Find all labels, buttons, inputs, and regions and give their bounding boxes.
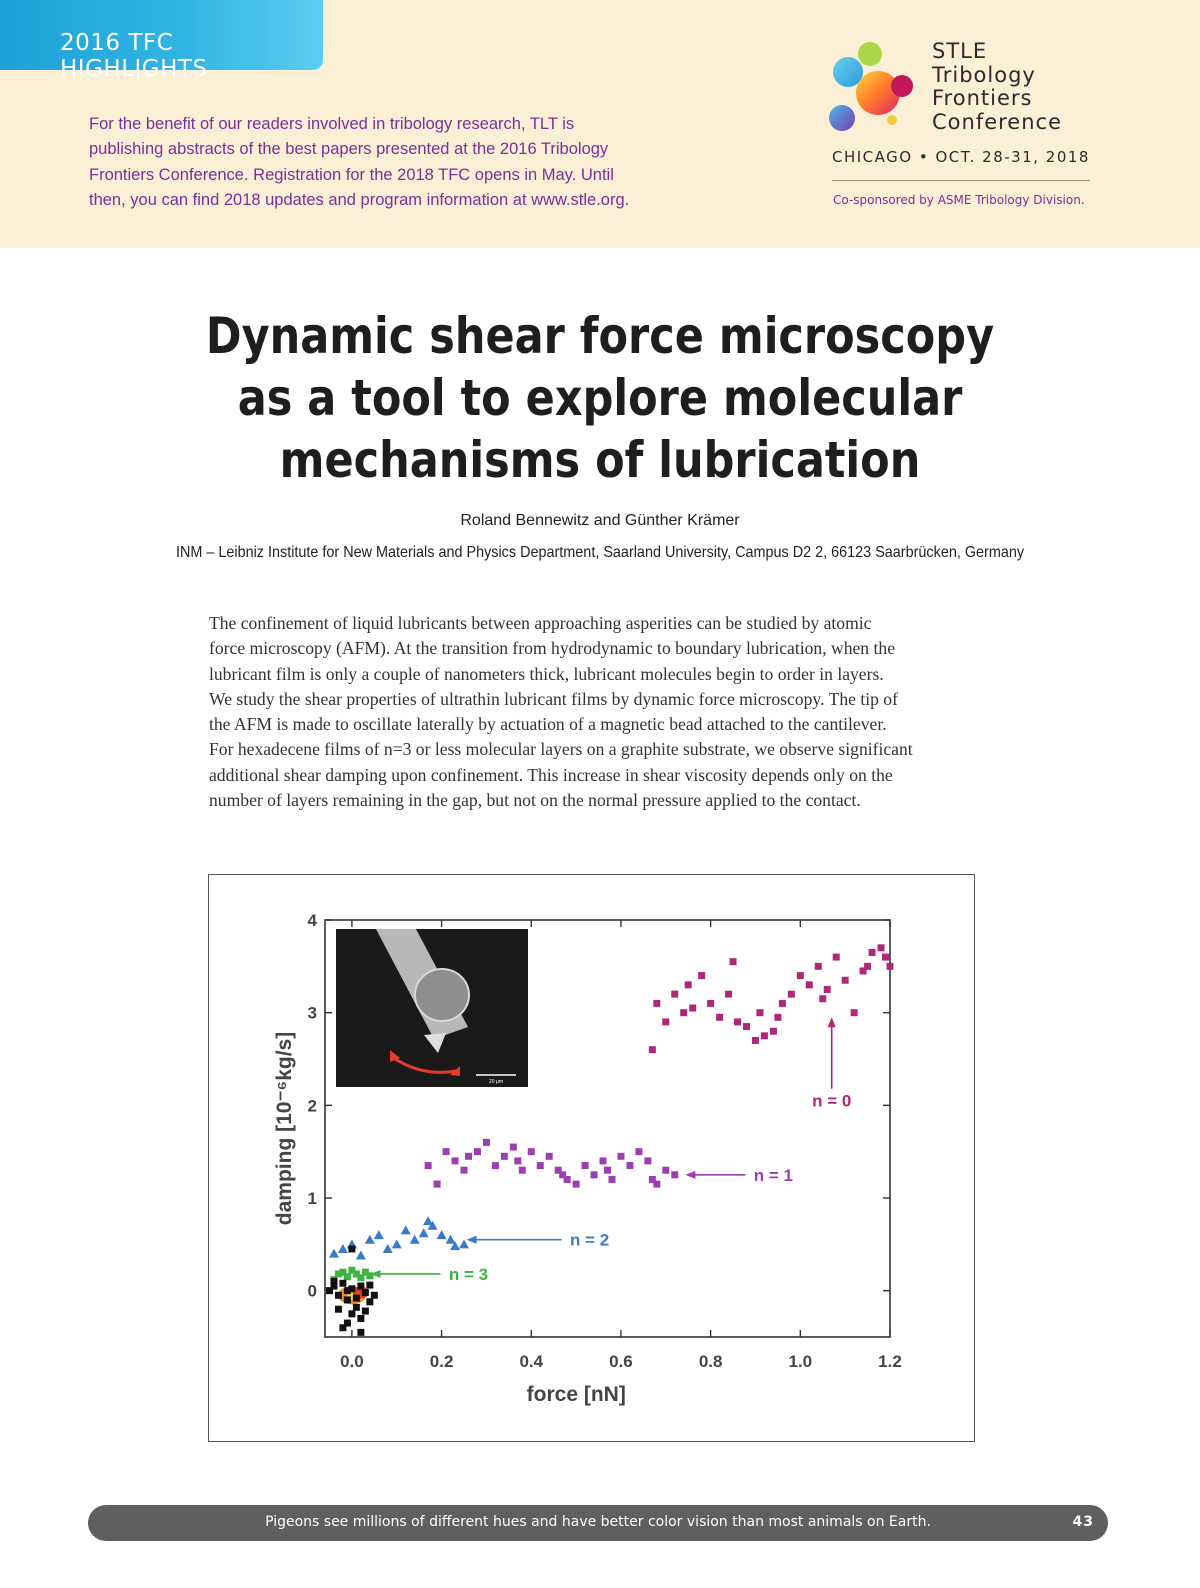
title-line: mechanisms of lubrication bbox=[279, 431, 921, 489]
data-point bbox=[788, 991, 795, 998]
data-point bbox=[635, 1148, 642, 1155]
data-point bbox=[366, 1282, 373, 1289]
data-point bbox=[546, 1153, 553, 1160]
data-point bbox=[600, 1157, 607, 1164]
data-point bbox=[519, 1167, 526, 1174]
data-point bbox=[698, 972, 705, 979]
conference-name-line: Frontiers bbox=[932, 86, 1033, 110]
data-point bbox=[815, 963, 822, 970]
data-point bbox=[461, 1167, 468, 1174]
data-point bbox=[374, 1230, 384, 1239]
data-point bbox=[869, 949, 876, 956]
data-point bbox=[824, 986, 831, 993]
data-point bbox=[353, 1295, 360, 1302]
y-tick-label: 1 bbox=[307, 1189, 317, 1208]
y-tick-label: 0 bbox=[307, 1281, 317, 1301]
y-tick-label: 4 bbox=[307, 911, 317, 930]
x-axis-label: force [nN] bbox=[526, 1383, 626, 1406]
data-point bbox=[338, 1244, 348, 1253]
x-tick-label: 0.0 bbox=[340, 1352, 364, 1371]
data-point bbox=[443, 1148, 450, 1155]
abstract-line: number of layers remaining in the gap, but not on the normal pressure applied to the contact. bbox=[209, 790, 861, 811]
data-point bbox=[649, 1046, 656, 1053]
highlights-tab bbox=[0, 0, 323, 82]
divider bbox=[832, 180, 1090, 181]
data-point bbox=[383, 1244, 393, 1253]
conference-name-line: Conference bbox=[932, 109, 1063, 134]
data-point bbox=[564, 1176, 571, 1183]
data-point bbox=[452, 1157, 459, 1164]
abstract-line: force microscopy (AFM). At the transition from hydrodynamic to boundary lubrication, when the bbox=[209, 638, 896, 659]
data-point bbox=[582, 1162, 589, 1169]
intro-line: Frontiers Conference. Registration for the 2018 TFC opens in May. Until bbox=[89, 165, 614, 184]
data-point bbox=[734, 1018, 741, 1025]
series-label: n = 0 bbox=[812, 1091, 852, 1111]
data-point bbox=[353, 1304, 360, 1311]
data-point bbox=[348, 1310, 355, 1317]
data-point bbox=[459, 1239, 469, 1248]
abstract-line: We study the shear properties of ultrathin lubricant films by dynamic force microscopy. The tip of bbox=[209, 688, 898, 709]
data-point bbox=[653, 1000, 660, 1007]
data-point bbox=[365, 1235, 375, 1244]
data-point bbox=[366, 1298, 373, 1305]
abstract-line: additional shear damping upon confinement. This increase in shear viscosity depends only on the bbox=[209, 764, 893, 785]
series-label: n = 3 bbox=[448, 1264, 489, 1284]
data-point bbox=[779, 1000, 786, 1007]
data-point bbox=[348, 1245, 355, 1252]
data-point bbox=[774, 1014, 781, 1021]
y-tick-label: 3 bbox=[307, 1003, 317, 1023]
x-tick-label: 0.2 bbox=[429, 1352, 454, 1371]
header-band bbox=[0, 0, 1200, 248]
data-point bbox=[392, 1239, 402, 1248]
data-point bbox=[446, 1235, 456, 1244]
footer-fact: Pigeons see millions of different hues and have better color vision than most animals on Earth. bbox=[265, 1514, 931, 1530]
data-point bbox=[797, 972, 804, 979]
x-tick-label: 0.4 bbox=[519, 1352, 544, 1371]
data-point bbox=[425, 1162, 432, 1169]
data-point bbox=[371, 1292, 378, 1299]
series-arrowhead bbox=[828, 1017, 836, 1027]
data-point bbox=[510, 1144, 517, 1151]
y-tick-label: 2 bbox=[307, 1096, 317, 1116]
authors: Roland Bennewitz and Günther Krämer bbox=[460, 512, 740, 529]
conference-name-line: STLE bbox=[932, 39, 988, 63]
data-point bbox=[653, 1181, 660, 1188]
magnetic-bead bbox=[415, 969, 469, 1021]
y-axis-label: damping [10⁻⁶kg/s] bbox=[273, 1031, 296, 1226]
data-point bbox=[335, 1306, 342, 1313]
series-arrowhead bbox=[467, 1236, 477, 1244]
data-point bbox=[608, 1176, 615, 1183]
data-point bbox=[662, 1167, 669, 1174]
data-point bbox=[680, 1009, 687, 1016]
data-point bbox=[752, 1037, 759, 1044]
data-point bbox=[329, 1249, 339, 1258]
data-point bbox=[537, 1162, 544, 1169]
data-point bbox=[330, 1278, 337, 1285]
abstract-line: For hexadecene films of n=3 or less molecular layers on a graphite substrate, we observe significant bbox=[209, 739, 913, 760]
data-point bbox=[882, 954, 889, 961]
data-point bbox=[344, 1287, 351, 1294]
data-point bbox=[851, 1009, 858, 1016]
title-line: Dynamic shear force microscopy bbox=[205, 307, 995, 365]
abstract-line: lubricant film is only a couple of nanometers thick, lubricant molecules begin to order in layers. bbox=[209, 663, 884, 684]
data-point bbox=[362, 1308, 369, 1315]
conference-name bbox=[932, 40, 1062, 134]
data-point bbox=[864, 963, 871, 970]
data-point bbox=[689, 1005, 696, 1012]
data-point bbox=[357, 1329, 364, 1336]
data-point bbox=[707, 1000, 714, 1007]
data-point bbox=[514, 1157, 521, 1164]
data-point bbox=[437, 1230, 447, 1239]
abstract-line: The confinement of liquid lubricants between approaching asperities can be studied by atomic bbox=[209, 613, 872, 633]
data-point bbox=[685, 981, 692, 988]
data-point bbox=[730, 958, 737, 965]
highlights-label: 2016 TFC HIGHLIGHTS bbox=[60, 30, 208, 82]
data-point bbox=[362, 1289, 369, 1296]
data-point bbox=[492, 1162, 499, 1169]
data-point bbox=[806, 981, 813, 988]
data-point bbox=[716, 1014, 723, 1021]
data-point bbox=[725, 991, 732, 998]
data-point bbox=[671, 991, 678, 998]
data-point bbox=[671, 1171, 678, 1178]
abstract-line: the AFM is made to oscillate laterally by actuation of a magnetic bead attached to the cantilever. bbox=[209, 714, 887, 735]
article-title bbox=[170, 305, 1030, 491]
intro-paragraph bbox=[89, 112, 649, 213]
data-point bbox=[833, 954, 840, 961]
x-tick-label: 0.8 bbox=[698, 1352, 723, 1371]
data-point bbox=[410, 1235, 420, 1244]
data-point bbox=[344, 1273, 351, 1280]
data-point bbox=[604, 1167, 611, 1174]
data-point bbox=[761, 1032, 768, 1039]
data-point bbox=[770, 1028, 777, 1035]
data-point bbox=[474, 1148, 481, 1155]
cosponsor-note: Co-sponsored by ASME Tribology Division. bbox=[833, 193, 1085, 207]
affiliation: INM – Leibniz Institute for New Materials and Physics Department, Saarland University, Campus D2 2, 66123 Saarbrücken, Germany bbox=[175, 544, 1025, 561]
data-point bbox=[344, 1296, 351, 1303]
title-line: as a tool to explore molecular bbox=[237, 369, 963, 427]
data-point bbox=[356, 1250, 366, 1259]
data-point bbox=[743, 1023, 750, 1030]
data-point bbox=[501, 1153, 508, 1160]
data-point bbox=[339, 1280, 346, 1287]
data-point bbox=[465, 1153, 472, 1160]
page-number: 43 bbox=[1072, 1514, 1094, 1530]
damping-force-chart bbox=[209, 875, 976, 1443]
intro-line: then, you can find 2018 updates and program information at www.stle.org. bbox=[89, 190, 630, 209]
scale-bar-label: 20 µm bbox=[489, 1079, 503, 1085]
data-point bbox=[483, 1139, 490, 1146]
data-point bbox=[819, 995, 826, 1002]
abstract bbox=[209, 611, 989, 813]
data-point bbox=[434, 1181, 441, 1188]
series-arrowhead bbox=[685, 1171, 695, 1179]
conference-date: CHICAGO • OCT. 28-31, 2018 bbox=[832, 148, 1090, 166]
data-point bbox=[887, 963, 894, 970]
intro-line: For the benefit of our readers involved in tribology research, TLT is bbox=[89, 115, 575, 133]
figure bbox=[208, 874, 975, 1442]
data-point bbox=[339, 1324, 346, 1331]
series-label: n = 1 bbox=[753, 1165, 794, 1185]
x-tick-label: 1.0 bbox=[788, 1352, 813, 1371]
data-point bbox=[401, 1225, 411, 1234]
data-point bbox=[357, 1283, 364, 1290]
conference-logo-icon bbox=[828, 38, 920, 138]
intro-line: publishing abstracts of the best papers presented at the 2016 Tribology bbox=[89, 140, 609, 159]
footer-bar bbox=[88, 1505, 1108, 1541]
data-point bbox=[644, 1157, 651, 1164]
x-tick-label: 0.6 bbox=[609, 1352, 633, 1371]
data-point bbox=[662, 1018, 669, 1025]
data-point bbox=[591, 1171, 598, 1178]
x-tick-label: 1.2 bbox=[878, 1352, 902, 1371]
data-point bbox=[842, 977, 849, 984]
data-point bbox=[357, 1315, 364, 1322]
data-point bbox=[419, 1228, 429, 1237]
series-label: n = 2 bbox=[569, 1230, 610, 1250]
data-point bbox=[335, 1292, 342, 1299]
data-point bbox=[756, 1009, 763, 1016]
data-point bbox=[528, 1148, 535, 1155]
conference-name-line: Tribology bbox=[932, 62, 1036, 87]
data-point bbox=[573, 1181, 580, 1188]
data-point bbox=[626, 1162, 633, 1169]
data-point bbox=[617, 1153, 624, 1160]
data-point bbox=[878, 944, 885, 951]
